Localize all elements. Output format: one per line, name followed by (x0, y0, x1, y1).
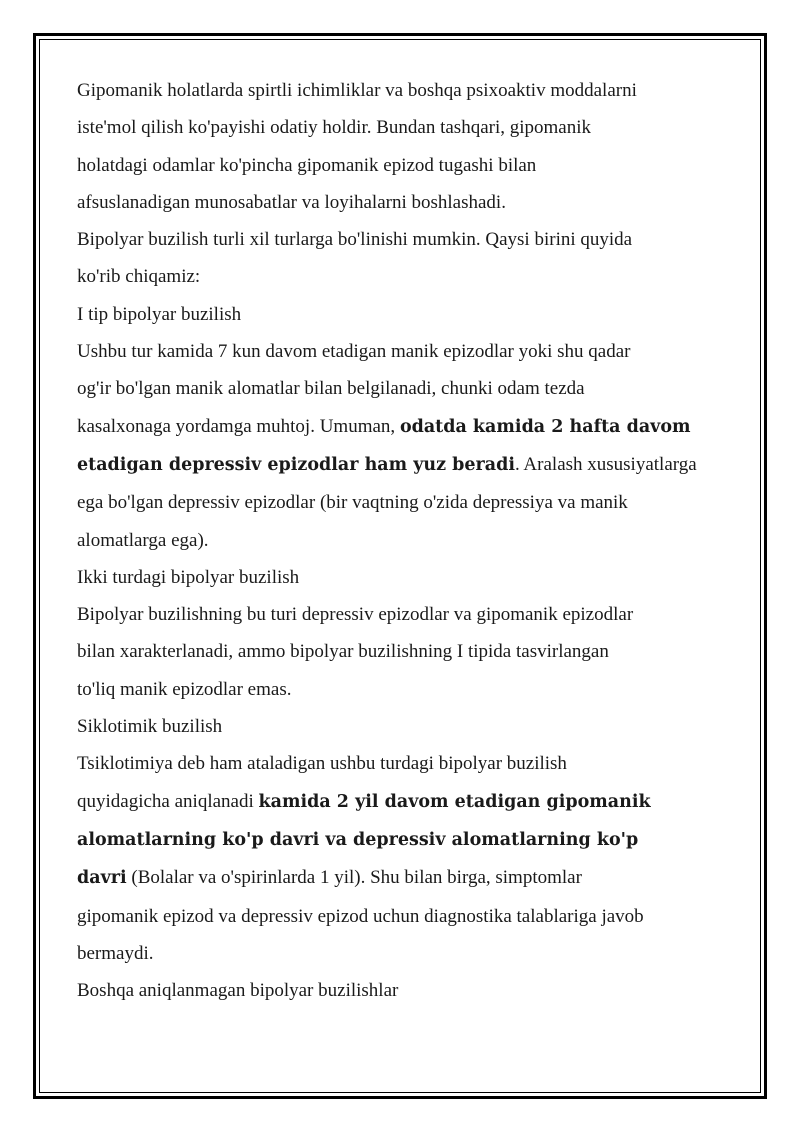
bold-text-segment: alomatlarning ko'p davri va depressiv alomatlarning ko'p (77, 829, 639, 850)
text-line (77, 184, 727, 221)
bold-text-segment: davri (77, 868, 127, 889)
text-line (77, 708, 727, 745)
text-line (77, 221, 727, 258)
text-line (77, 72, 727, 109)
text-segment: og'ir bo'lgan manik alomatlar bilan belgilanadi, chunki odam tezda (77, 378, 585, 400)
text-line (77, 370, 727, 407)
bold-text-segment: kamida 2 yil davom etadigan gipomanik (258, 791, 651, 812)
text-segment: quyidagicha aniqlanadi (77, 790, 259, 812)
bold-text-segment: odatda kamida 2 hafta davom (399, 416, 691, 437)
text-segment: Boshqa aniqlanmagan bipolyar buzilishlar (77, 980, 399, 1002)
text-segment: to'liq manik epizodlar emas. (77, 678, 292, 700)
text-segment: Bipolyar buzilishning bu turi depressiv epizodlar va gipomanik epizodlar (77, 604, 634, 626)
text-segment: . Aralash xususiyatlarga (514, 453, 697, 475)
text-line (77, 821, 727, 859)
text-segment: iste'mol qilish ko'payishi odatiy holdir. Bundan tashqari, gipomanik (77, 117, 592, 139)
text-line (77, 559, 727, 596)
text-line (77, 258, 727, 295)
text-segment: bilan xarakterlanadi, ammo bipolyar buzilishning I tipida tasvirlangan (77, 641, 609, 663)
text-line (77, 596, 727, 633)
text-line (77, 109, 727, 146)
text-segment: holatdagi odamlar ko'pincha gipomanik epizod tugashi bilan (77, 154, 537, 176)
text-segment: alomatlarga ega). (77, 529, 209, 551)
text-segment: Ushbu tur kamida 7 kun davom etadigan manik epizodlar yoki shu qadar (77, 341, 631, 363)
text-segment: gipomanik epizod va depressiv epizod uchun diagnostika talablariga javob (77, 905, 644, 927)
text-line (77, 484, 727, 521)
text-line (77, 783, 727, 821)
text-line (77, 408, 727, 446)
text-segment: Siklotimik buzilish (77, 716, 223, 738)
text-segment: Bipolyar buzilish turli xil turlarga bo'linishi mumkin. Qaysi birini quyida (77, 229, 633, 251)
text-segment: (Bolalar va o'spirinlarda 1 yil). Shu bilan birga, simptomlar (126, 867, 582, 889)
text-line (77, 147, 727, 184)
text-segment: kasalxonaga yordamga muhtoj. Umuman, (77, 415, 400, 437)
text-line (77, 671, 727, 708)
text-segment: Tsiklotimiya deb ham ataladigan ushbu turdagi bipolyar buzilish (77, 753, 567, 775)
text-line (77, 446, 727, 484)
bold-text-segment: etadigan depressiv epizodlar ham yuz beradi (77, 454, 515, 475)
text-line (77, 633, 727, 670)
text-segment: bermaydi. (77, 942, 154, 964)
text-line (77, 859, 727, 897)
document-body (77, 72, 727, 1009)
text-line (77, 296, 727, 333)
text-segment: I tip bipolyar buzilish (77, 303, 242, 325)
text-segment: ko'rib chiqamiz: (77, 266, 201, 288)
text-line (77, 522, 727, 559)
text-line (77, 333, 727, 370)
text-line (77, 898, 727, 935)
text-segment: afsuslanadigan munosabatlar va loyihalarni boshlashadi. (77, 191, 506, 213)
text-segment: Gipomanik holatlarda spirtli ichimliklar va boshqa psixoaktiv moddalarni (77, 80, 637, 101)
text-segment: ega bo'lgan depressiv epizodlar (bir vaqtning o'zida depressiya va manik (77, 492, 628, 514)
text-line (77, 935, 727, 972)
text-line (77, 972, 727, 1009)
text-segment: Ikki turdagi bipolyar buzilish (77, 566, 300, 588)
text-line (77, 745, 727, 782)
